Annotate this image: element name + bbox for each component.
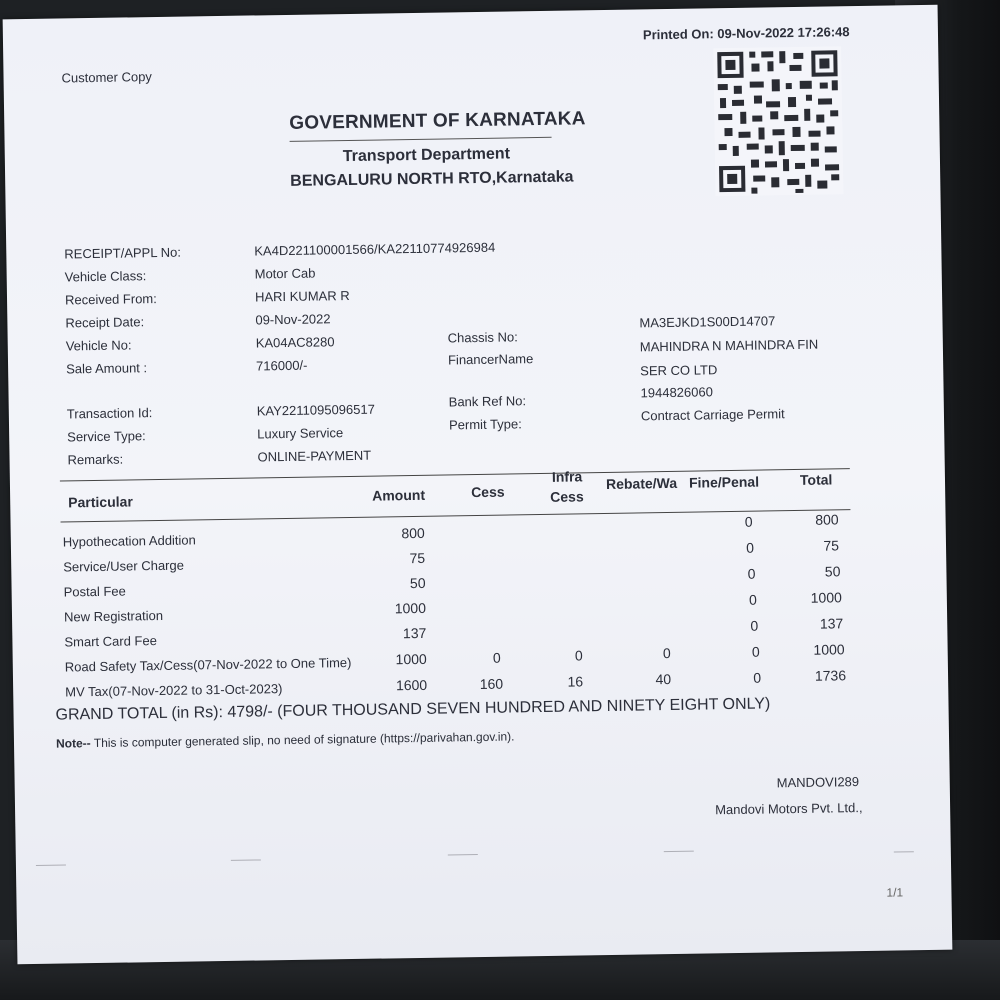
dealer-name: Mandovi Motors Pvt. Ltd., [715,799,863,818]
grand-total: GRAND TOTAL (in Rs): 4798/- (FOUR THOUSAND SEVEN HUNDRED AND NINETY EIGHT ONLY) [55,695,771,724]
row-fine: 0 [747,565,756,582]
transaction-id-label: Transaction Id: [66,405,153,422]
financer-value-line1: MAHINDRA N MAHINDRA FIN [639,336,819,355]
dealer-code: MANDOVI289 [776,774,860,791]
header-amount: Amount [372,486,426,504]
chassis-label: Chassis No: [447,329,518,346]
row-fine: 0 [753,669,762,686]
receipt-date-label: Receipt Date: [65,314,145,331]
receipt-label: RECEIPT/APPL No: [64,244,181,262]
header-infra-line1: Infra [551,468,583,485]
fold-mark [36,865,66,866]
financer-value-line2: SER CO LTD [640,362,718,379]
office-name: BENGALURU NORTH RTO,Karnataka [290,168,574,190]
title-underline [290,137,552,142]
government-title: GOVERNMENT OF KARNATAKA [289,108,586,134]
received-from-value: HARI KUMAR R [254,287,350,305]
row-amount: 1600 [395,676,428,694]
receipt-paper [3,5,953,965]
received-from-label: Received From: [64,291,157,308]
row-fine: 0 [746,539,755,556]
row-rebate: 40 [655,670,672,688]
printed-on: Printed On: 09-Nov-2022 17:26:48 [642,24,850,43]
row-fine: 0 [744,513,753,530]
row-total: 1000 [810,589,842,606]
row-cess: 0 [492,649,501,666]
sale-amount-label: Sale Amount : [66,360,148,377]
header-particular: Particular [68,493,133,511]
fold-mark [231,859,261,860]
row-particular: Hypothecation Addition [62,532,196,550]
remarks-label: Remarks: [67,451,124,468]
row-amount: 137 [402,624,427,642]
transaction-id-value: KAY2211095096517 [256,401,375,419]
row-particular: Smart Card Fee [64,633,158,650]
row-particular: MV Tax(07-Nov-2022 to 31-Oct-2023) [65,681,283,700]
row-amount: 50 [409,574,426,592]
row-total: 50 [824,563,841,580]
row-infra: 0 [574,647,583,664]
chassis-value: MA3EJKD1S00D14707 [639,313,776,331]
row-amount: 1000 [394,599,427,617]
header-total: Total [799,471,833,488]
remarks-value: ONLINE-PAYMENT [257,447,372,465]
row-particular: Service/User Charge [63,557,185,575]
row-total: 1000 [813,641,845,658]
row-infra: 16 [567,673,584,690]
header-infra-line2: Cess [550,488,584,505]
bank-ref-value: 1944826060 [640,384,714,401]
row-amount: 75 [409,549,426,567]
fold-mark [448,854,478,855]
service-type-label: Service Type: [67,428,146,445]
row-rebate: 0 [662,644,671,662]
receipt-date-value: 09-Nov-2022 [255,311,331,328]
qr-code-icon [713,46,843,196]
department-name: Transport Department [342,145,511,166]
vehicle-class-value: Motor Cab [254,265,316,282]
row-fine: 0 [750,617,759,634]
service-type-value: Luxury Service [257,425,344,442]
header-fine: Fine/Penal [688,473,760,491]
row-particular: New Registration [63,607,164,625]
permit-type-label: Permit Type: [448,416,522,433]
vehicle-no-label: Vehicle No: [65,337,132,354]
row-particular: Postal Fee [63,583,126,600]
row-cess: 160 [479,675,504,692]
row-fine: 0 [748,591,757,608]
permit-type-value: Contract Carriage Permit [640,406,785,424]
note-line [56,729,515,750]
page-number: 1/1 [886,885,904,900]
row-total: 137 [819,615,844,632]
header-rebate: Rebate/Wa [605,474,678,492]
note-label: Note-- [55,736,91,751]
row-fine: 0 [751,643,760,660]
row-particular: Road Safety Tax/Cess(07-Nov-2022 to One Time) [64,655,352,675]
receipt-value: KA4D221100001566/KA22110774926984 [254,239,496,259]
financer-label: FinancerName [447,351,534,368]
row-total: 1736 [814,667,847,684]
row-amount: 800 [401,524,425,542]
vehicle-no-value: KA04AC8280 [255,334,335,351]
row-total: 800 [815,511,839,528]
bank-ref-label: Bank Ref No: [448,393,527,410]
fold-mark [664,851,694,852]
header-cess: Cess [470,483,505,501]
customer-copy-label: Customer Copy [61,69,152,86]
fold-mark [894,851,914,852]
row-total: 75 [823,537,840,554]
sale-amount-value: 716000/- [255,357,308,374]
vehicle-class-label: Vehicle Class: [64,268,147,285]
note-text: This is computer generated slip, no need of signature (https://parivahan.gov.in). [90,729,515,751]
row-amount: 1000 [395,650,427,668]
